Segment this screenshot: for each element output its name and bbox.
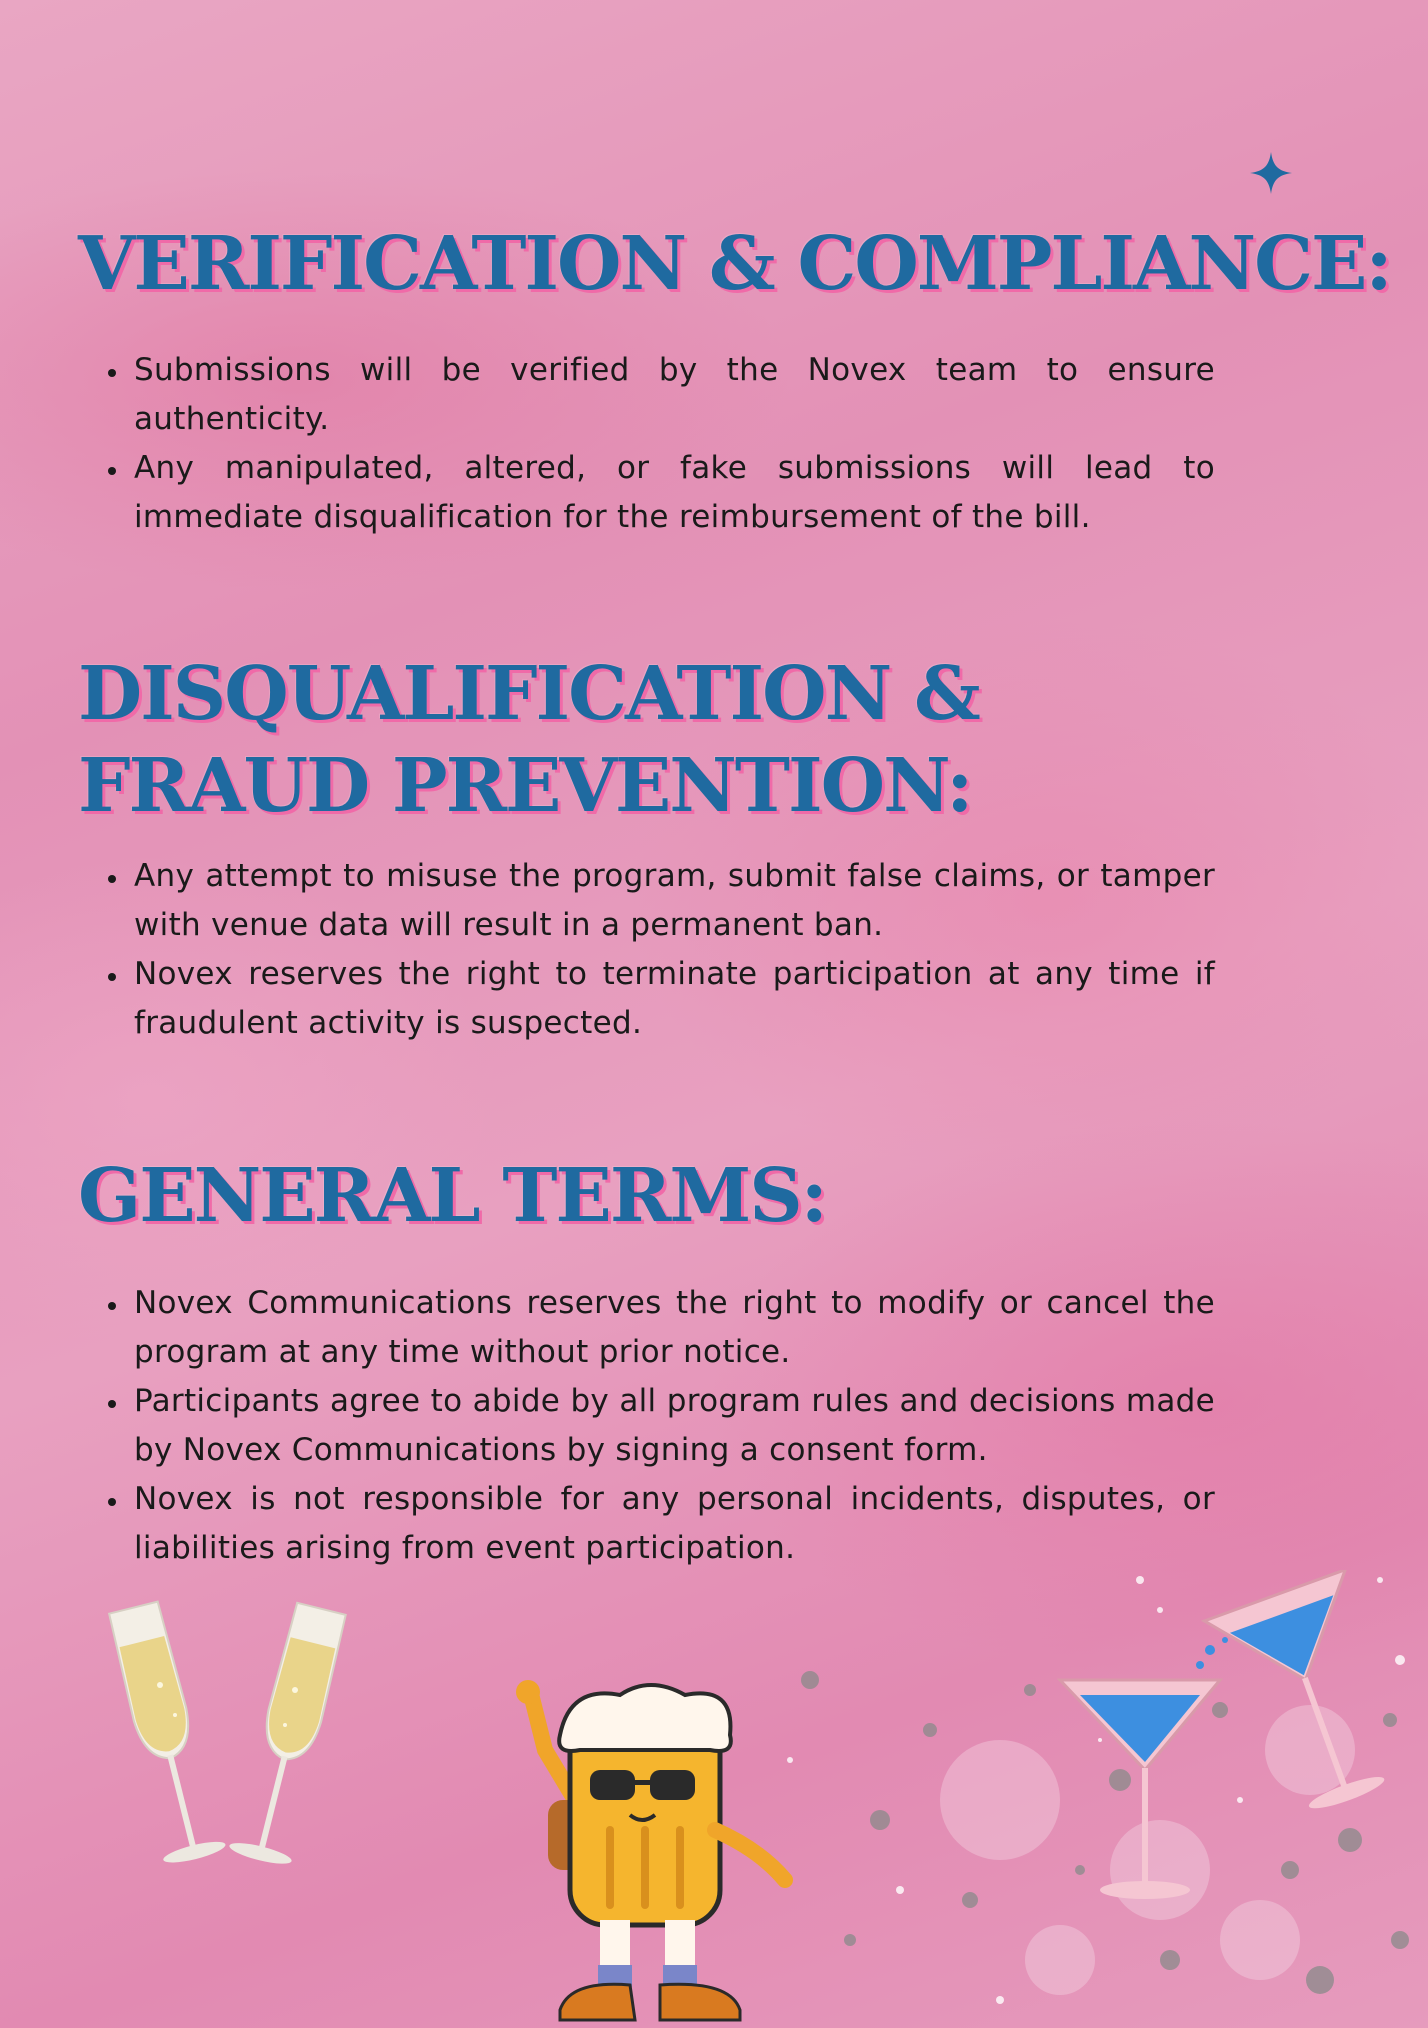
list-item: • Novex is not responsible for any personal incidents, disputes, or liabilities arising from event participation. [130,1475,1215,1573]
beer-mug-mascot-icon [500,1680,810,2028]
sparkle-star-icon [1250,152,1292,194]
list-item: • Submissions will be verified by the Novex team to ensure authenticity. [130,346,1215,444]
list-item: • Participants agree to abide by all program rules and decisions made by Novex Communications by signing a consent form. [130,1377,1215,1475]
heading-line: VERIFICATION & COMPLIANCE: [78,221,1391,307]
list-item: • Any manipulated, altered, or fake submissions will lead to immediate disqualification for the reimbursement of the bill. [130,444,1215,542]
list-item: • Any attempt to misuse the program, submit false claims, or tamper with venue data will result in a permanent ban. [130,852,1215,950]
heading-line: GENERAL TERMS: [78,1153,826,1239]
general-terms-list [98,1279,1215,1573]
heading-line: FRAUD PREVENTION: [78,743,972,829]
heading-general-terms [78,1150,826,1242]
heading-verification-compliance [78,218,1391,310]
disqualification-list [98,852,1215,1048]
verification-list [98,346,1215,542]
martini-glasses-icon [1050,1570,1390,1940]
heading-line: DISQUALIFICATION & [78,651,979,737]
champagne-glasses-icon [90,1595,370,1885]
list-item: • Novex Communications reserves the right to modify or cancel the program at any time without prior notice. [130,1279,1215,1377]
list-item: • Novex reserves the right to terminate participation at any time if fraudulent activity is suspected. [130,950,1215,1048]
heading-disqualification-fraud [78,648,979,832]
